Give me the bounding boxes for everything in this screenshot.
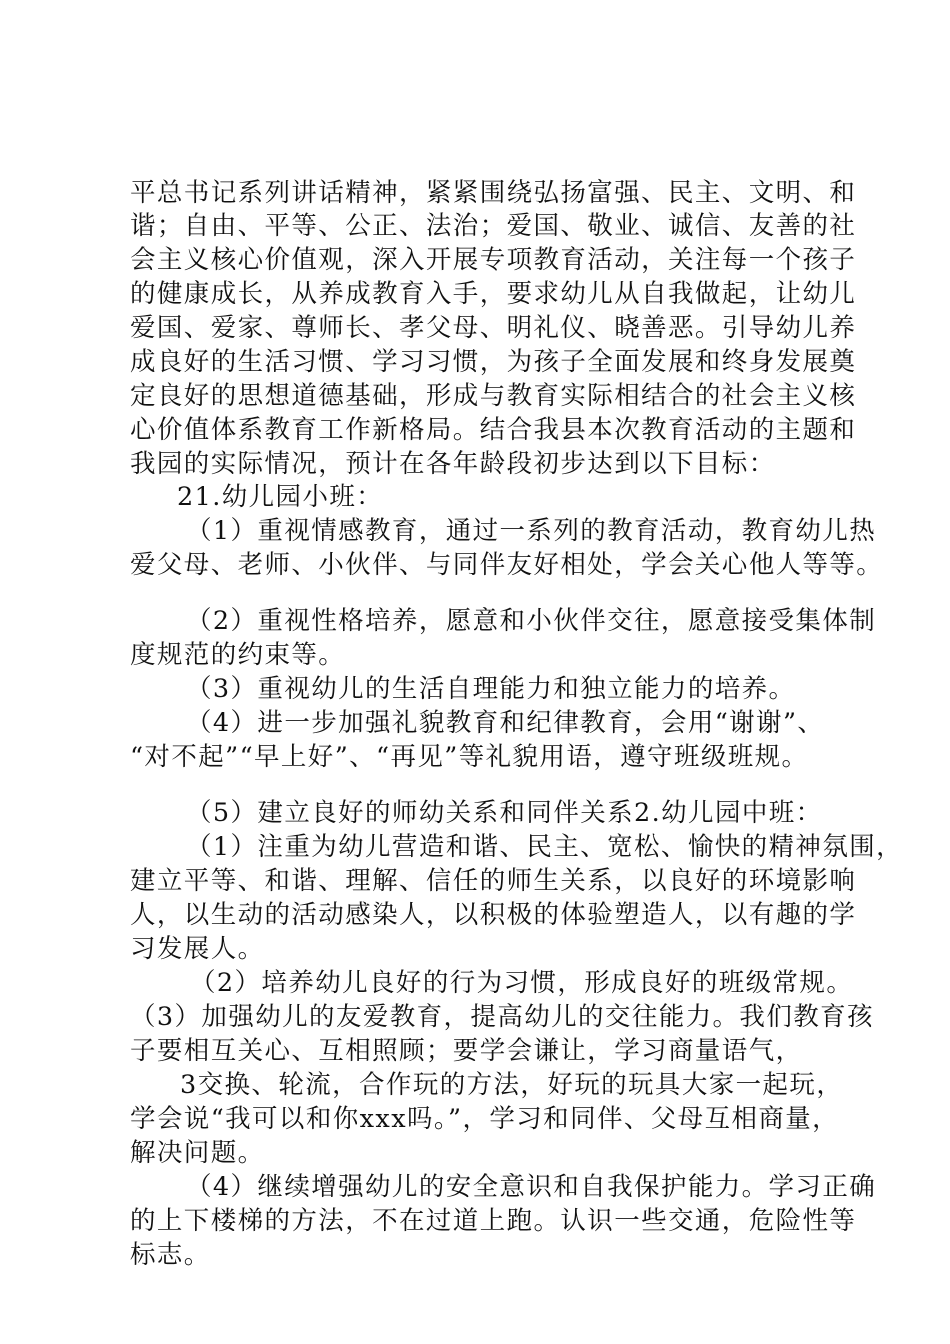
paragraph-line: 我园的实际情况，预计在各年龄段初步达到以下目标： (130, 449, 776, 479)
paragraph-line: 定良好的思想道德基础，形成与教育实际相结合的社会主义核 (130, 381, 857, 411)
list-item: （3）加强幼儿的友爱教育，提高幼儿的交往能力。我们教育孩 (130, 1002, 874, 1032)
list-item-continued: “对不起”“早上好”、“再见”等礼貌用语，遵守班级班规。 (130, 742, 809, 772)
paragraph-line: 的健康成长，从养成教育入手，要求幼儿从自我做起，让幼儿 (130, 279, 857, 309)
list-item: （4）进一步加强礼貌教育和纪律教育，会用“谢谢”、 (186, 708, 825, 738)
list-item: （3）重视幼儿的生活自理能力和独立能力的培养。 (186, 674, 796, 704)
list-item-continued: 子要相互关心、互相照顾；要学会谦让，学习商量语气， (130, 1036, 803, 1066)
list-item: （1）注重为幼儿营造和谐、民主、宽松、愉快的精神氛围， (186, 832, 904, 862)
list-item: （2）培养幼儿良好的行为习惯，形成良好的班级常规。 (190, 968, 854, 998)
list-item-continued: 爱父母、老师、小伙伴、与同伴友好相处，学会关心他人等等。 (130, 550, 884, 580)
paragraph-line: 平总书记系列讲话精神，紧紧围绕弘扬富强、民主、文明、和 (130, 178, 857, 208)
list-item: （5）建立良好的师幼关系和同伴关系2.幼儿园中班： (186, 798, 823, 828)
paragraph-line: 会主义核心价值观，深入开展专项教育活动，关注每一个孩子 (130, 245, 857, 275)
list-item: （1）重视情感教育，通过一系列的教育活动，教育幼儿热 (186, 516, 877, 546)
list-item: （4）继续增强幼儿的安全意识和自我保护能力。学习正确 (186, 1172, 877, 1202)
list-item-continued: 学会说“我可以和你xxx吗。”，学习和同伴、父母互相商量， (130, 1104, 840, 1134)
list-item-continued: 人，以生动的活动感染人，以积极的体验塑造人，以有趣的学 (130, 900, 857, 930)
paragraph-line: 成良好的生活习惯、学习习惯，为孩子全面发展和终身发展奠 (130, 347, 857, 377)
list-item-continued: 的上下楼梯的方法，不在过道上跑。认识一些交通，危险性等 (130, 1206, 857, 1236)
list-item-continued: 建立平等、和谐、理解、信任的师生关系，以良好的环境影响 (130, 866, 857, 896)
paragraph-line: 心价值体系教育工作新格局。结合我县本次教育活动的主题和 (130, 415, 857, 445)
list-item-continued: 3交换、轮流，合作玩的方法，好玩的玩具大家一起玩， (180, 1070, 844, 1100)
section-heading: 21.幼儿园小班： (177, 482, 384, 512)
list-item-continued: 标志。 (130, 1240, 211, 1270)
paragraph-line: 谐；自由、平等、公正、法治；爱国、敬业、诚信、友善的社 (130, 211, 857, 241)
paragraph-line: 爱国、爱家、尊师长、孝父母、明礼仪、晓善恶。引导幼儿养 (130, 313, 857, 343)
list-item-continued: 解决问题。 (130, 1138, 265, 1168)
list-item: （2）重视性格培养，愿意和小伙伴交往，愿意接受集体制 (186, 606, 877, 636)
list-item-continued: 习发展人。 (130, 934, 265, 964)
list-item-continued: 度规范的约束等。 (130, 640, 346, 670)
